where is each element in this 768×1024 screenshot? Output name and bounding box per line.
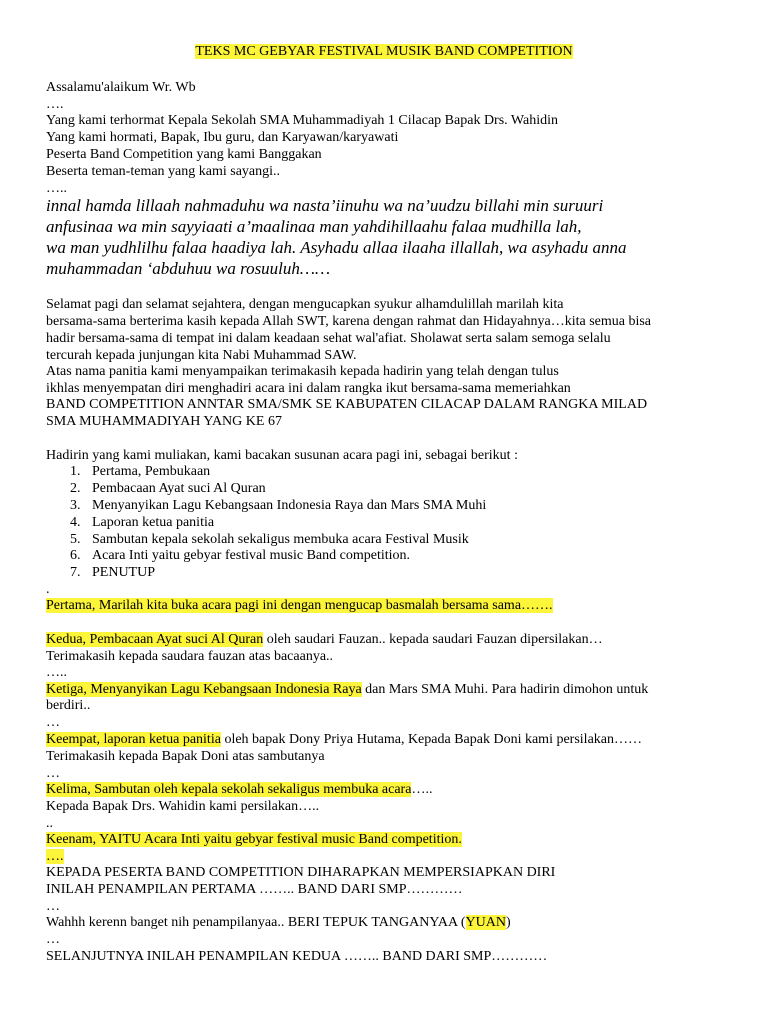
greeting-line: Atas nama panitia kami menyampaikan terimakasih kepada hadirin yang telah dengan tulus [46, 364, 559, 379]
agenda-item: 4. Laporan ketua panitia [70, 515, 215, 530]
section-dots: …. [46, 849, 64, 864]
agenda-item: 3. Menyanyikan Lagu Kebangsaan Indonesia Raya dan Mars SMA Muhi [70, 498, 487, 513]
opening-salam: Assalamu'alaikum Wr. Wb [46, 80, 196, 95]
greeting-line: ikhlas menyempatan diri menghadiri acara ini dalam rangka ikut bersama-sama memeriahkan [46, 381, 571, 396]
event-caps-line: BAND COMPETITION ANNTAR SMA/SMK SE KABUPATEN CILACAP DALAM RANGKA MILAD [46, 397, 648, 412]
performance-line: INILAH PENAMPILAN PERTAMA …….. BAND DARI SMP………… [46, 882, 463, 897]
arabic-line: innal hamda lillaah nahmaduhu wa nasta’iinuhu wa na’uudzu billahi min suruuri [46, 196, 604, 215]
greeting-line: hadir bersama-sama di tempat ini dalam keadaan sehat wal'afiat. Sholawat serta salam semoga selalu [46, 331, 611, 346]
section-dots: … [46, 899, 60, 914]
opening-line: Yang kami hormati, Bapak, Ibu guru, dan Karyawan/karyawati [46, 130, 399, 145]
section-keempat: Keempat, laporan ketua panitia oleh bapak Dony Priya Hutama, Kepada Bapak Doni kami persilakan…… [46, 732, 642, 747]
performance-line: SELANJUTNYA INILAH PENAMPILAN KEDUA …….. BAND DARI SMP………… [46, 949, 548, 964]
section-line: Terimakasih kepada Bapak Doni atas sambutanya [46, 749, 325, 764]
arabic-line: wa man yudhlilhu falaa haadiya lah. Asyhadu allaa ilaaha illallah, wa asyhadu anna [46, 238, 627, 257]
event-caps-line: SMA MUHAMMADIYAH YANG KE 67 [46, 414, 282, 429]
performance-line: Wahhh kerenn banget nih penampilanyaa.. BERI TEPUK TANGANYAA (YUAN) [46, 915, 511, 930]
section-kelima: Kelima, Sambutan oleh kepala sekolah sekaligus membuka acara….. [46, 782, 433, 797]
section-pertama: Pertama, Marilah kita buka acara pagi ini dengan mengucap basmalah bersama sama……. [46, 598, 553, 613]
section-line: Terimakasih kepada saudara fauzan atas bacaanya.. [46, 649, 334, 664]
performance-line: KEPADA PESERTA BAND COMPETITION DIHARAPKAN MEMPERSIAPKAN DIRI [46, 865, 556, 880]
section-dots: .. [46, 816, 53, 831]
opening-dots: ….. [46, 181, 67, 196]
opening-line: Peserta Band Competition yang kami Banggakan [46, 147, 322, 162]
agenda-item: 7. PENUTUP [70, 565, 156, 580]
opening-line: Beserta teman-teman yang kami sayangi.. [46, 164, 281, 179]
section-ketiga: Ketiga, Menyanyikan Lagu Kebangsaan Indonesia Raya dan Mars SMA Muhi. Para hadirin dimohon untuk [46, 682, 649, 697]
section-keenam: Keenam, YAITU Acara Inti yaitu gebyar festival music Band competition. [46, 832, 462, 847]
arabic-line: muhammadan ‘abduhuu wa rosuuluh…… [46, 259, 331, 278]
section-dots: … [46, 932, 60, 947]
opening-line: Yang kami terhormat Kepala Sekolah SMA Muhammadiyah 1 Cilacap Bapak Drs. Wahidin [46, 113, 558, 128]
section-line: berdiri.. [46, 698, 91, 713]
agenda-item: 2. Pembacaan Ayat suci Al Quran [70, 481, 266, 496]
section-dots: … [46, 715, 60, 730]
section-dots: … [46, 766, 60, 781]
agenda-intro: Hadirin yang kami muliakan, kami bacakan susunan acara pagi ini, sebagai berikut : [46, 448, 518, 463]
section-kedua: Kedua, Pembacaan Ayat suci Al Quran oleh saudari Fauzan.. kepada saudari Fauzan dipersilakan… [46, 632, 603, 647]
agenda-item: 6. Acara Inti yaitu gebyar festival music Band competition. [70, 548, 411, 563]
arabic-line: anfusinaa wa min sayyiaati a’maalinaa man yahdihillaahu falaa mudhilla lah, [46, 217, 582, 236]
section-dots: ….. [46, 665, 67, 680]
agenda-item: 5. Sambutan kepala sekolah sekaligus membuka acara Festival Musik [70, 532, 469, 547]
section-line: Kepada Bapak Drs. Wahidin kami persilakan….. [46, 799, 320, 814]
greeting-line: bersama-sama berterima kasih kepada Allah SWT, karena dengan rahmat dan Hidayahnya…kita semua bisa [46, 314, 652, 329]
opening-dots: …. [46, 97, 64, 112]
agenda-item: 1. Pertama, Pembukaan [70, 464, 211, 479]
greeting-line: tercurah kepada junjungan kita Nabi Muhammad SAW. [46, 348, 357, 363]
document-title: TEKS MC GEBYAR FESTIVAL MUSIK BAND COMPETITION [195, 44, 573, 59]
section-dot: . [46, 582, 50, 597]
greeting-line: Selamat pagi dan selamat sejahtera, dengan mengucapkan syukur alhamdulillah marilah kita [46, 297, 564, 312]
